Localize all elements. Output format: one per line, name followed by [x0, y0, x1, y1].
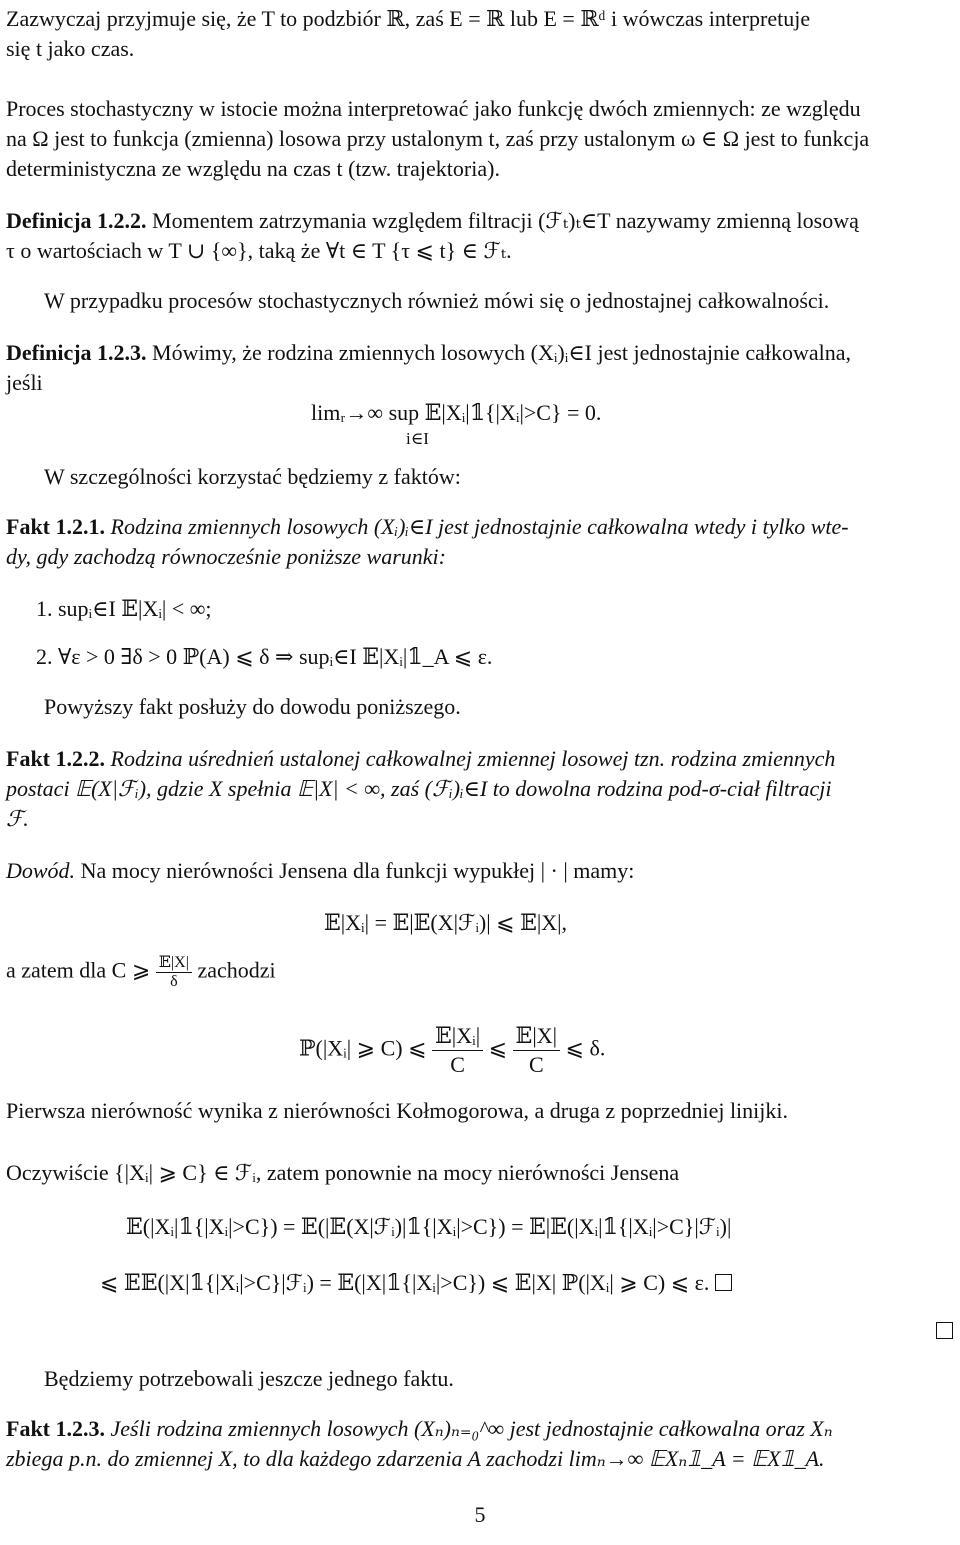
equation-uniform-integrability: limᵣ→∞ sup 𝔼|Xᵢ|𝟙{|Xᵢ|>C} = 0. [311, 400, 602, 425]
definition-1-2-3 [6, 338, 851, 368]
equation-conditional-2 [100, 1268, 732, 1298]
proof-label: Dowód. [6, 858, 76, 883]
fact-text: dy, gdy zachodzą równocześnie poniższe warunki: [6, 544, 446, 569]
proof-text: a zatem dla C ⩾ [6, 957, 151, 983]
fact-text: Jeśli rodzina zmiennych losowych (Xₙ)ₙ₌₀^∞ jest jednostajnie całkowalna oraz Xₙ [110, 1416, 833, 1441]
fact-text: ℱ. [6, 806, 29, 831]
definition-text: τ o wartościach w T ∪ {∞}, taką że ∀t ∈ T {τ ⩽ t} ∈ ℱₜ. [6, 238, 512, 263]
fraction-numerator: 𝔼|X| [156, 954, 192, 973]
fraction-numerator: 𝔼|X| [513, 1022, 560, 1051]
fact-label: Fakt 1.2.3. [6, 1416, 105, 1441]
definition-text: Momentem zatrzymania względem filtracji (ℱₜ)ₜ∈T nazywamy zmienną losową [152, 208, 859, 233]
equation-conditional-1: 𝔼(|Xᵢ|𝟙{|Xᵢ|>C}) = 𝔼(|𝔼(X|ℱᵢ)|𝟙{|Xᵢ|>C}) = 𝔼|𝔼(|Xᵢ|𝟙{|Xᵢ|>C}|ℱᵢ)| [126, 1214, 732, 1239]
paragraph-line: Zazwyczaj przyjmuje się, że T to podzbiór ℝ, zaś E = ℝ lub E = ℝᵈ i wówczas interpretuje [6, 6, 811, 31]
equation-part: ⩽ 𝔼𝔼(|X|𝟙{|Xᵢ|>C}|ℱᵢ) = 𝔼(|X|𝟙{|Xᵢ|>C}) ⩽ 𝔼|X| ℙ(|Xᵢ| ⩾ C) ⩽ ε. [100, 1270, 710, 1295]
list-item: 2. ∀ε > 0 ∃δ > 0 ℙ(A) ⩽ δ ⇒ supᵢ∈I 𝔼|Xᵢ|𝟙_A ⩽ ε. [36, 644, 493, 669]
fact-text: zbiega p.n. do zmiennej X, to dla każdego zdarzenia A zachodzi limₙ→∞ 𝔼Xₙ𝟙_A = 𝔼X𝟙_A. [6, 1446, 825, 1471]
paragraph-line: W szczególności korzystać będziemy z faktów: [44, 464, 461, 489]
definition-text: jeśli [6, 370, 43, 395]
definition-text: Mówimy, że rodzina zmiennych losowych (Xᵢ)ᵢ∈I jest jednostajnie całkowalna, [152, 340, 851, 365]
proof-start [6, 856, 634, 886]
paragraph-line: Oczywiście {|Xᵢ| ⩾ C} ∈ ℱᵢ, zatem ponownie na mocy nierówności Jensena [6, 1160, 680, 1185]
qed-icon [936, 1316, 953, 1346]
paragraph-line: na Ω jest to funkcja (zmienna) losowa przy ustalonym t, zaś przy ustalonym ω ∈ Ω jest to funkcja [6, 126, 870, 151]
fraction-denominator: C [450, 1052, 465, 1077]
fact-label: Fakt 1.2.1. [6, 514, 105, 539]
fact-1-2-2 [6, 744, 835, 774]
equation-subscript: i∈I [406, 429, 429, 448]
fraction [432, 1022, 483, 1079]
fact-text: postaci 𝔼(X|ℱᵢ), gdzie X spełnia 𝔼|X| < ∞, zaś (ℱᵢ)ᵢ∈I to dowolna rodzina pod-σ-ciał filtracji [6, 776, 832, 801]
fact-text: Rodzina zmiennych losowych (Xᵢ)ᵢ∈I jest jednostajnie całkowalna wtedy i tylko wte- [110, 514, 849, 539]
fraction [513, 1022, 560, 1079]
proof-text: zachodzi [197, 957, 276, 983]
proof-line [6, 954, 276, 991]
fact-text: Rodzina uśrednień ustalonej całkowalnej zmiennej losowej tzn. rodzina zmiennych [110, 746, 836, 771]
fraction-denominator: δ [170, 973, 178, 990]
equation-part: ⩽ δ. [565, 1035, 606, 1061]
definition-1-2-2 [6, 206, 859, 236]
equation-jensen: 𝔼|Xᵢ| = 𝔼|𝔼(X|ℱᵢ)| ⩽ 𝔼|X|, [324, 910, 568, 935]
fact-1-2-1 [6, 512, 849, 542]
paragraph-line: Proces stochastyczny w istocie można interpretować jako funkcję dwóch zmiennych: ze względu [6, 96, 861, 121]
definition-label: Definicja 1.2.3. [6, 340, 147, 365]
list-item: 1. supᵢ∈I 𝔼|Xᵢ| < ∞; [36, 596, 212, 621]
fraction [156, 954, 192, 991]
fact-label: Fakt 1.2.2. [6, 746, 105, 771]
paragraph-line: deterministyczna ze względu na czas t (tzw. trajektoria). [6, 156, 500, 181]
equation-part: ⩽ [488, 1035, 508, 1061]
equation-part: ℙ(|Xᵢ| ⩾ C) ⩽ [299, 1035, 427, 1061]
fact-1-2-3 [6, 1414, 833, 1444]
fraction-numerator: 𝔼|Xᵢ| [432, 1022, 483, 1051]
qed-square [936, 1322, 953, 1339]
proof-text: Na mocy nierówności Jensena dla funkcji wypukłej | · | mamy: [80, 858, 635, 883]
paragraph-line: Będziemy potrzebowali jeszcze jednego faktu. [44, 1366, 454, 1391]
paragraph-line: Pierwsza nierówność wynika z nierówności Kołmogorowa, a druga z poprzedniej linijki. [6, 1098, 789, 1123]
qed-icon [715, 1274, 732, 1291]
definition-label: Definicja 1.2.2. [6, 208, 147, 233]
paragraph-line: Powyższy fakt posłuży do dowodu poniższego. [44, 694, 461, 719]
paragraph-line: się t jako czas. [6, 36, 135, 61]
paragraph-line: W przypadku procesów stochastycznych również mówi się o jednostajnej całkowalności. [44, 288, 830, 313]
page-number: 5 [474, 1502, 486, 1527]
fraction-denominator: C [528, 1052, 544, 1077]
equation-markov [299, 1022, 605, 1079]
